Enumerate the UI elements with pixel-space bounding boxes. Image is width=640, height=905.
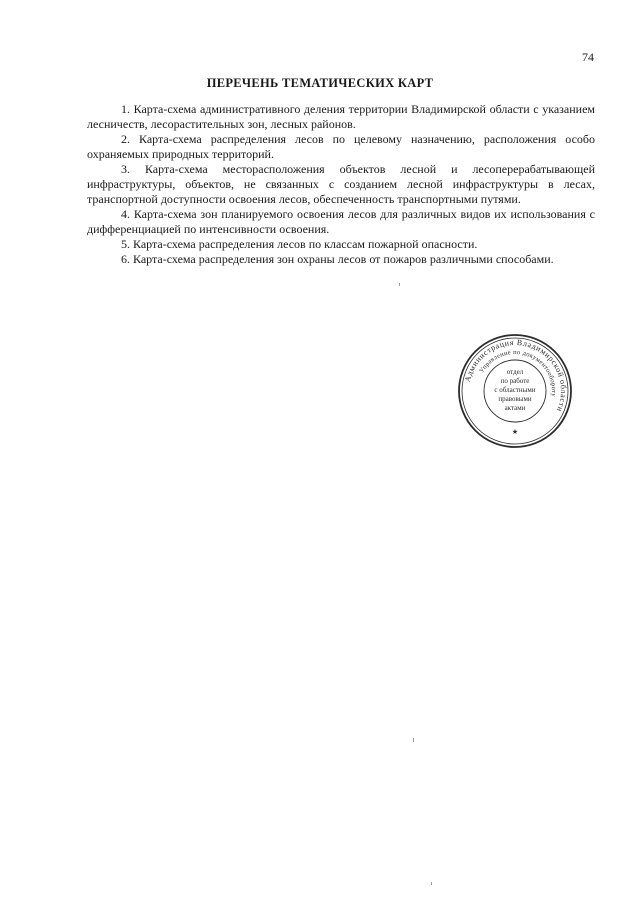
scan-speck [399,283,400,286]
page-title: ПЕРЕЧЕНЬ ТЕМАТИЧЕСКИХ КАРТ [206,76,434,90]
seal-outer-ring-text: Администрация Владимирской области [462,337,569,414]
scan-speck [413,738,414,742]
list-item: 2. Карта-схема распределения лесов по целевому назначению, расположения особо охраняемых природных территорий. [87,132,595,161]
list-item: 1. Карта-схема административного деления территории Владимирской области с указанием лесничеств, лесорастительных зон, лесных районов. [87,102,595,131]
page-number: 74 [582,50,594,64]
seal-star-icon: ★ [511,428,519,436]
official-seal-stamp [445,330,585,452]
seal-center-line: по работе [500,377,530,385]
scan-speck [431,882,432,885]
seal-center-line: актами [504,404,526,412]
seal-center-line: правовыми [498,395,532,403]
list-item: 6. Карта-схема распределения зон охраны лесов от пожаров различными способами. [121,252,554,266]
list-item: 3. Карта-схема месторасположения объектов лесной и лесоперерабатывающей инфраструктуры, объектов, не связанных с созданием лесной инфраструктуры в лесах, транспортной доступности освоения лесов, обеспеченность транспортными путями. [87,162,595,206]
seal-inner-ring-text: Управление по документообороту [478,348,558,398]
thematic-map-list [87,102,595,267]
seal-center-line: с областными [494,386,536,394]
list-item: 5. Карта-схема распределения лесов по классам пожарной опасности. [121,237,478,251]
list-item: 4. Карта-схема зон планируемого освоения лесов для различных видов их использования с дифференциацией по интенсивности освоения. [87,207,595,236]
seal-center-line: отдел [506,368,524,376]
